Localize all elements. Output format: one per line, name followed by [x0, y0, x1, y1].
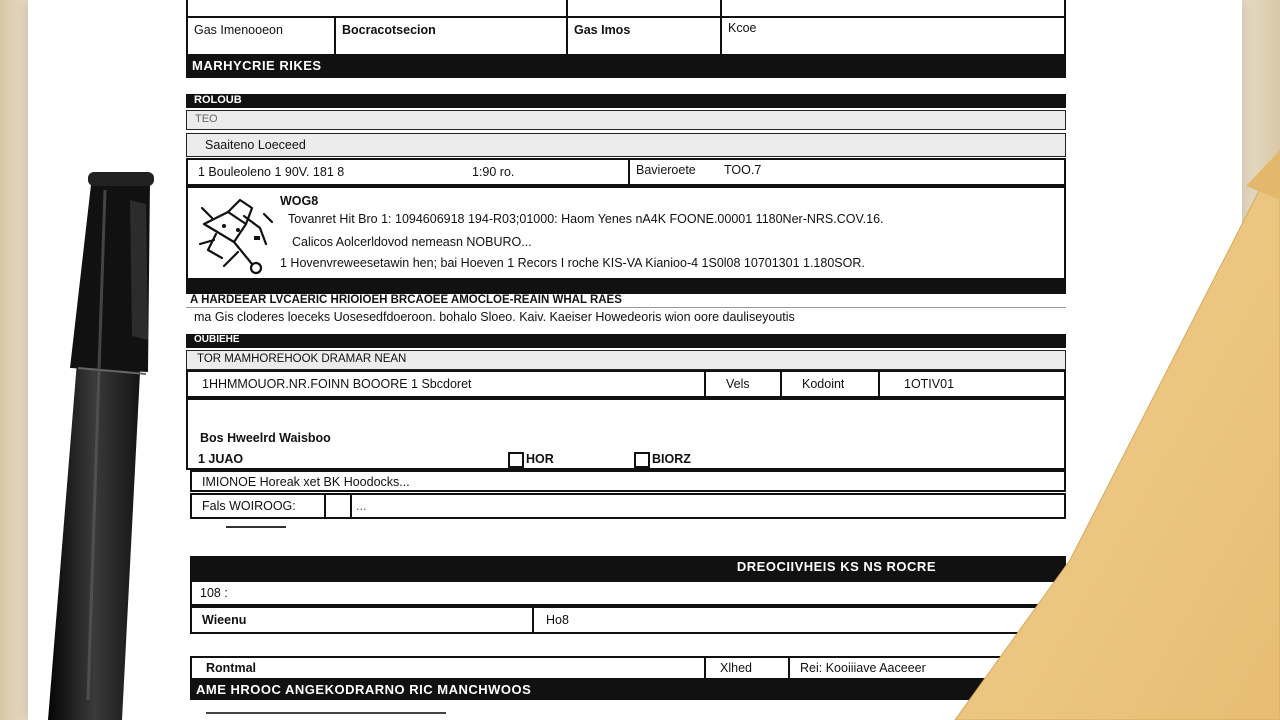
section-header-2-label: ROLOUB [194, 94, 242, 106]
row-11-mid: Xlhed [720, 661, 752, 675]
row-9-label: 108 : [200, 586, 228, 600]
bottom-line [206, 712, 446, 714]
row-10-left: Wieenu [202, 613, 247, 627]
row-4 [186, 308, 1066, 332]
wrench-tools-icon [194, 194, 282, 276]
row-3-right-label: Bavieroete [636, 163, 696, 177]
row-3-left-a: 1 Bouleoleno 1 90V. 181 8 [198, 165, 345, 179]
row-3-right-value: TOO.7 [724, 163, 762, 177]
row-6-mid-1: Vels [726, 377, 750, 391]
tool-block-line-2: Calicos Aolcerldovod nemeasn NOBURO... [292, 235, 532, 249]
row-3 [186, 158, 1066, 186]
signature-line [226, 526, 286, 528]
tool-block-line-3: 1 Hovenvreweesetawin hen; bai Hoeven 1 Recors I roche KIS-VA Kianioo-4 1S0l08 10701301 1.180SOR. [280, 256, 865, 270]
row-9 [190, 580, 1066, 606]
tool-block-title: WOG8 [280, 194, 319, 208]
row-6 [186, 370, 1066, 398]
section-header-4-label: OUBIEHE [194, 334, 240, 345]
row-6-right: 1OTIV01 [904, 377, 955, 391]
row-1-label: TEO [195, 113, 218, 125]
row-6-mid-2: Kodoint [802, 377, 845, 391]
row-5-label: TOR MAMHOREHOOK DRAMAR NEAN [197, 353, 407, 365]
header-cell-4: Kcoe [728, 21, 757, 35]
section-header-3-label: A HARDEEAR LVCAERIC HRIOIOEH BRCAOEE AMOCLOE-REAIN WHAL RAES [190, 294, 622, 306]
row-4-label: ma Gis cloderes loeceks Uosesedfdoeroon. bohalo Sloeo. Kaiv. Kaeiser Howedeoris wion oore dauliseyoutis [194, 310, 795, 324]
option-2-label: BIORZ [652, 452, 691, 466]
row-11-right: Rei: Kooiiiave Aaceeer [800, 661, 926, 675]
section-header-2 [186, 94, 1066, 108]
option-1-label: HOR [526, 452, 554, 466]
selection-section [186, 398, 1066, 470]
section-header-6: DREOCIIVHEIS KS NS ROCRE [190, 556, 1066, 580]
row-8 [190, 493, 1066, 519]
row-7-label: IMIONOE Horeak xet BK Hoodocks... [202, 475, 410, 489]
row-7 [190, 470, 1066, 492]
section-header-3 [186, 294, 1066, 308]
selection-left-option: 1 JUAO [198, 452, 244, 466]
option-1-checkbox[interactable] [508, 452, 524, 468]
tool-block-line-1: Tovanret Hit Bro 1: 1094606918 194-R03;01000: Haom Yenes nA4K FOONE.00001 1180Ner-NRS.COV.16. [288, 212, 884, 226]
divider-bar-1 [186, 280, 1066, 294]
header-cell-1: Gas Imenooeon [194, 23, 283, 37]
row-8-left: Fals WOIROOG: [202, 499, 296, 513]
row-10 [190, 606, 1066, 634]
header-row [186, 16, 1066, 56]
row-1 [186, 110, 1066, 130]
row-8-mid: ... [356, 499, 367, 513]
row-11-left: Rontmal [206, 661, 256, 675]
section-header-4 [186, 334, 1066, 348]
row-6-left: 1HHMMOUOR.NR.FOINN BOOORE 1 Sbcdoret [202, 377, 472, 391]
row-2 [186, 133, 1066, 157]
row-10-right: Ho8 [546, 613, 569, 627]
row-2-label: Saaiteno Loeceed [205, 138, 306, 152]
row-11 [190, 656, 1066, 680]
row-5 [186, 350, 1066, 370]
inspection-form [186, 0, 1066, 720]
tool-description-block [186, 186, 1066, 280]
section-header-1: MARHYCRIE RIKES [186, 56, 1066, 78]
section-header-7: AME HROOC ANGEKODRARNO RIC MANCHWOOS [190, 680, 1066, 700]
header-cell-3: Gas Imos [574, 23, 631, 37]
selection-title: Bos Hweelrd Waisboo [200, 431, 331, 445]
option-2-checkbox[interactable] [634, 452, 650, 468]
header-cell-2: Bocracotsecion [342, 23, 436, 37]
row-3-left-b: 1:90 ro. [472, 165, 515, 179]
